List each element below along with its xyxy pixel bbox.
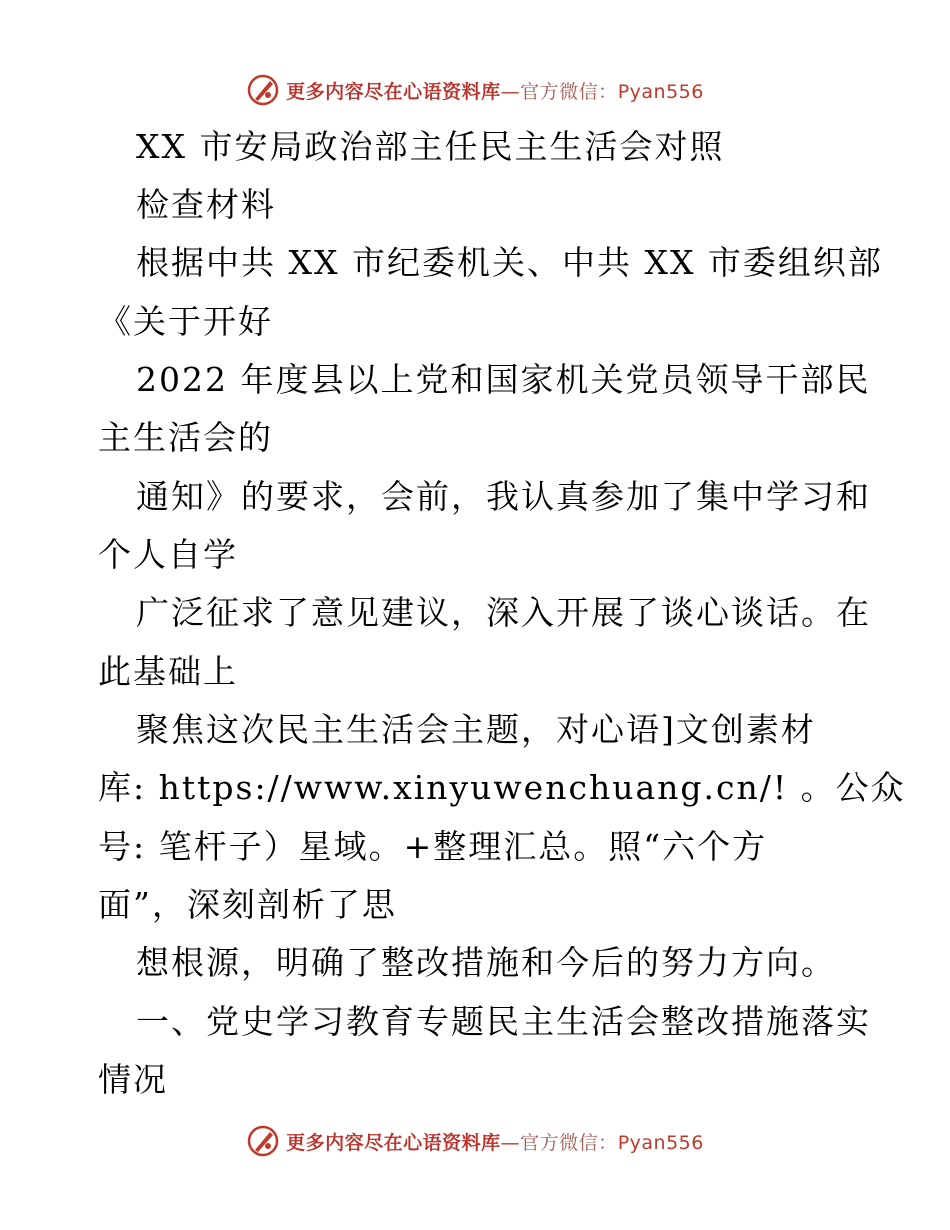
doc-line: 聚焦这次民主生活会主题，对心语]文创素材: [136, 710, 816, 749]
doc-line: 想根源，明确了整改措施和今后的努力方向。: [136, 943, 836, 982]
quill-pen-seal-icon: [246, 1124, 280, 1158]
header-banner-wechat-label: 官方微信：: [520, 80, 618, 103]
doc-line: 《关于开好: [98, 302, 273, 341]
header-banner-main: 更多内容尽在心语资料库: [286, 80, 501, 103]
footer-banner-main: 更多内容尽在心语资料库: [286, 1131, 501, 1154]
header-banner-wechat-id: Pyan556: [617, 80, 704, 103]
doc-line: 根据中共 XX 市纪委机关、中共 XX 市委组织部: [136, 243, 883, 282]
doc-line: 面”，深刻剖析了思: [98, 885, 397, 924]
doc-line: 2022 年度县以上党和国家机关党员领导干部民: [136, 360, 871, 399]
footer-banner-dash: —: [500, 1131, 521, 1154]
header-banner: [0, 70, 950, 110]
doc-line: 广泛征求了意见建议，深入开展了谈心谈话。在: [136, 593, 871, 632]
footer-banner-text: [286, 1128, 704, 1155]
doc-line: 个人自学: [98, 535, 238, 574]
doc-line: 号: 笔杆子）星域。+整理汇总。照“六个方: [98, 827, 768, 866]
doc-line: 此基础上: [98, 652, 238, 691]
footer-banner-wechat-label: 官方微信：: [520, 1131, 618, 1154]
footer-banner: [0, 1121, 950, 1161]
quill-pen-seal-icon: [246, 73, 280, 107]
doc-title-line-1: XX 市安局政治部主任民主生活会对照: [136, 127, 725, 166]
doc-title-line-2: 检查材料: [136, 185, 276, 224]
doc-section-heading: 一、党史学习教育专题民主生活会整改措施落实: [136, 1002, 871, 1041]
doc-section-heading-cont: 情况: [98, 1060, 168, 1099]
doc-line: 主生活会的: [98, 418, 273, 457]
doc-line: 通知》的要求，会前，我认真参加了集中学习和: [136, 477, 871, 516]
header-banner-text: [286, 77, 704, 104]
doc-line: 库: https://www.xinyuwenchuang.cn/! 。公众: [98, 768, 906, 807]
header-banner-dash: —: [500, 80, 521, 103]
footer-banner-wechat-id: Pyan556: [617, 1131, 704, 1154]
